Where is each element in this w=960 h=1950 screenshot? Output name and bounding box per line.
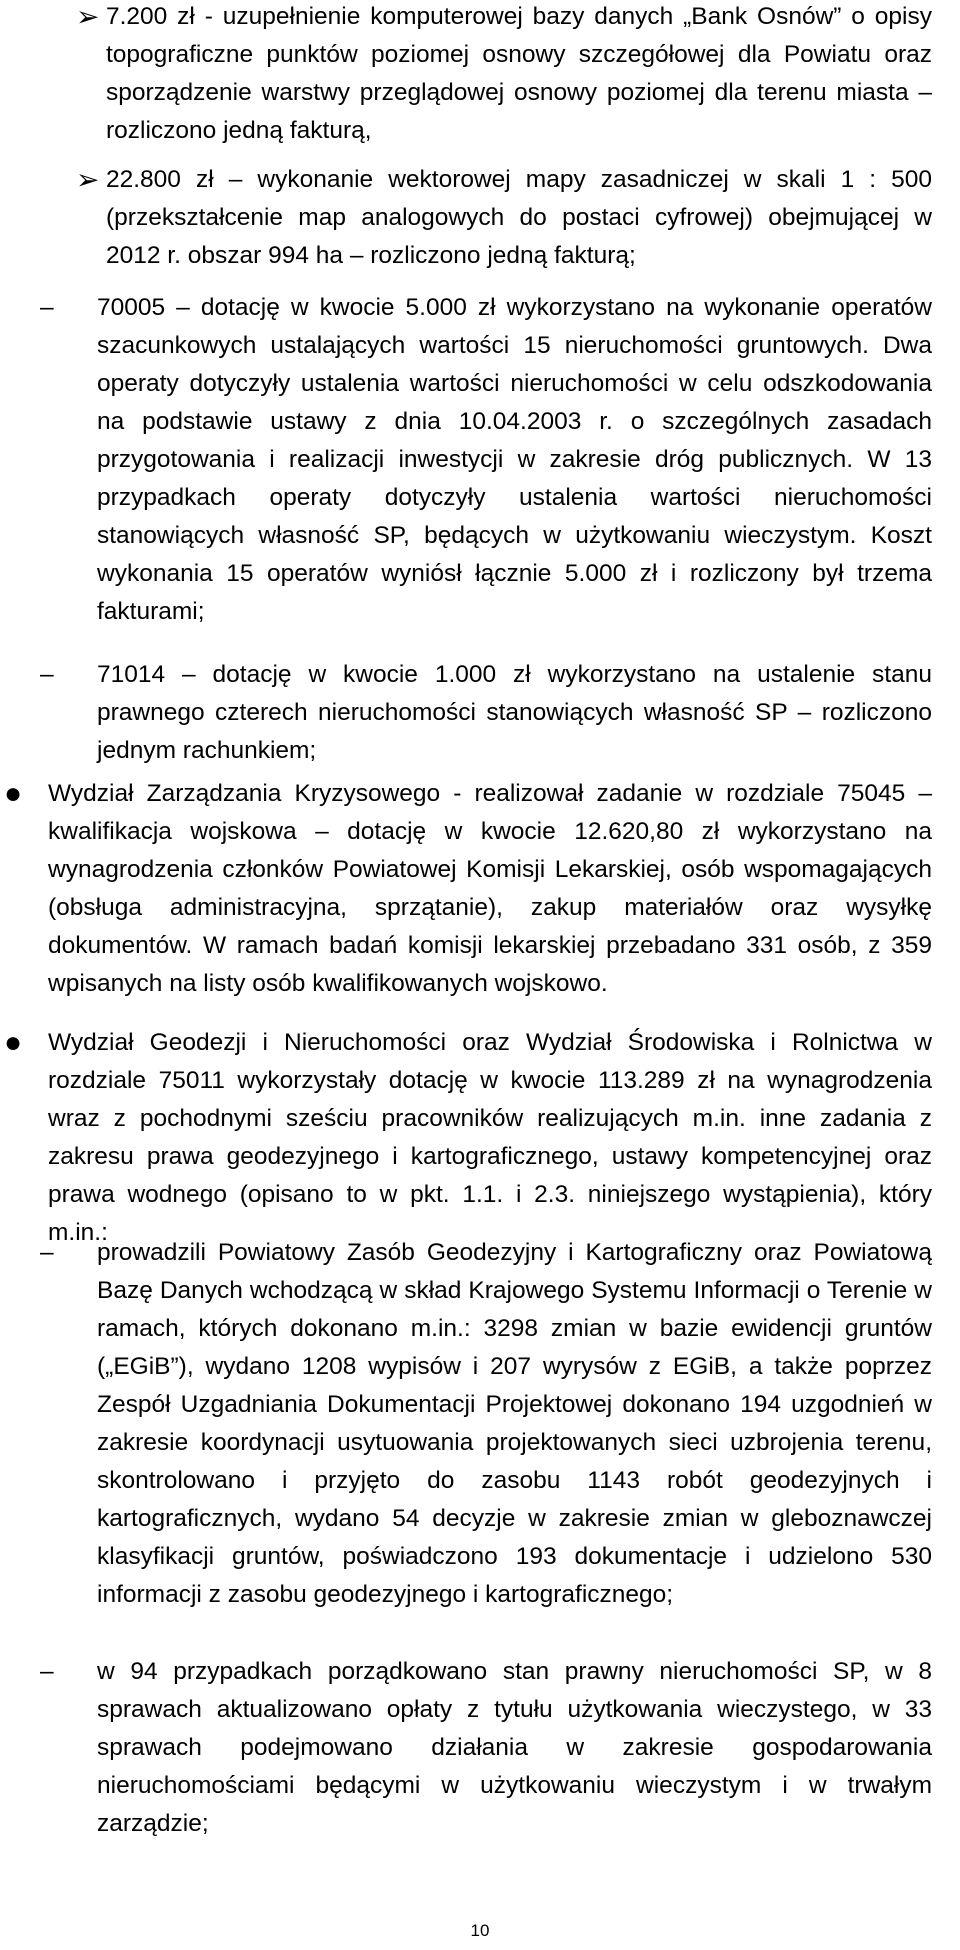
round-bullet-icon: ● — [4, 777, 23, 810]
page-number: 10 — [470, 1921, 490, 1940]
dash-bullet-icon: – — [40, 1239, 54, 1266]
arrow-bullet-icon: ➢ — [76, 1, 100, 32]
list-item-71014: 71014 – dotację w kwocie 1.000 zł wykorzystano na ustalenie stanu prawnego czterech nieruchomości stanowiących własność SP – rozliczono jednym rachunkiem; — [97, 661, 932, 764]
dash-bullet-icon: – — [40, 661, 54, 688]
arrow-bullet-icon: ➢ — [76, 164, 100, 195]
round-bullet-icon: ● — [4, 1026, 23, 1059]
list-item-zarzadzanie-kryzysowe: Wydział Zarządzania Kryzysowego - realizował zadanie w rozdziale 75045 – kwalifikacja wojskowa – dotację w kwocie 12.620,80 zł wykorzystano na wynagrodzenia członków Powiatowej Komisji Lekarskiej, osób wspomagających (obsługa administracyjna, sprzątanie), zakup materiałów oraz wysyłkę dokumentów. W ramach badań komisji lekarskiej przebadano 331 osób, z 359 wpisanych na listy osób kwalifikowanych wojskowo. — [48, 780, 932, 997]
list-item-geodezja: Wydział Geodezji i Nieruchomości oraz Wydział Środowiska i Rolnictwa w rozdziale 75011 wykorzystały dotację w kwocie 113.289 zł na wynagrodzenia wraz z pochodnymi sześciu pracowników realizujących m.in. inne zadania z zakresu prawa geodezyjnego i kartograficznego, ustawy kompetencyjnej oraz prawa wodnego (opisano to w pkt. 1.1. i 2.3. niniejszego wystąpienia), który m.in.: — [48, 1029, 932, 1246]
list-item-mapa-zasadnicza: 22.800 zł – wykonanie wektorowej mapy zasadniczej w skali 1 : 500 (przekształcenie map analogowych do postaci cyfrowej) obejmującej w 2012 r. obszar 994 ha – rozliczono jedną fakturą; — [106, 166, 932, 269]
dash-bullet-icon: – — [40, 294, 54, 321]
list-item-prowadzili: prowadzili Powiatowy Zasób Geodezyjny i Kartograficzny oraz Powiatową Bazę Danych wchodzącą w skład Krajowego Systemu Informacji o Terenie w ramach, których dokonano m.in.: 3298 zmian w bazie ewidencji gruntów („EGiB”), wydano 1208 wypisów i 207 wyrysów z EGiB, a także poprzez Zespół Uzgadniania Dokumentacji Projektowej dokonano 194 uzgodnień w zakresie koordynacji usytuowania projektowanych sieci uzbrojenia terenu, skontrolowano i przyjęto do zasobu 1143 robót geodezyjnych i kartograficznych, wydano 54 decyzje w zakresie zmian w gleboznawczej klasyfikacji gruntów, poświadczono 193 dokumentacje i udzielono 530 informacji z zasobu geodezyjnego i kartograficznego; — [97, 1239, 932, 1608]
dash-bullet-icon: – — [40, 1658, 54, 1685]
list-item-bank-osnow: 7.200 zł - uzupełnienie komputerowej bazy danych „Bank Osnów” o opisy topograficzne punktów poziomej osnowy szczegółowej dla Powiatu oraz sporządzenie warstwy przeglądowej osnowy poziomej dla terenu miasta – rozliczono jedną fakturą, — [106, 3, 932, 144]
list-item-94-przypadki: w 94 przypadkach porządkowano stan prawny nieruchomości SP, w 8 sprawach aktualizowano opłaty z tytułu użytkowania wieczystego, w 33 sprawach podejmowano działania w zakresie gospodarowania nieruchomościami będącymi w użytkowaniu wieczystym i w trwałym zarządzie; — [97, 1658, 932, 1837]
list-item-70005: 70005 – dotację w kwocie 5.000 zł wykorzystano na wykonanie operatów szacunkowych ustalających wartości 15 nieruchomości gruntowych. Dwa operaty dotyczyły ustalenia wartości nieruchomości w celu odszkodowania na podstawie ustawy z dnia 10.04.2003 r. o szczególnych zasadach przygotowania i realizacji inwestycji w zakresie dróg publicznych. W 13 przypadkach operaty dotyczyły ustalenia wartości nieruchomości stanowiących własność SP, będących w użytkowaniu wieczystym. Koszt wykonania 15 operatów wyniósł łącznie 5.000 zł i rozliczony był trzema fakturami; — [97, 294, 932, 625]
